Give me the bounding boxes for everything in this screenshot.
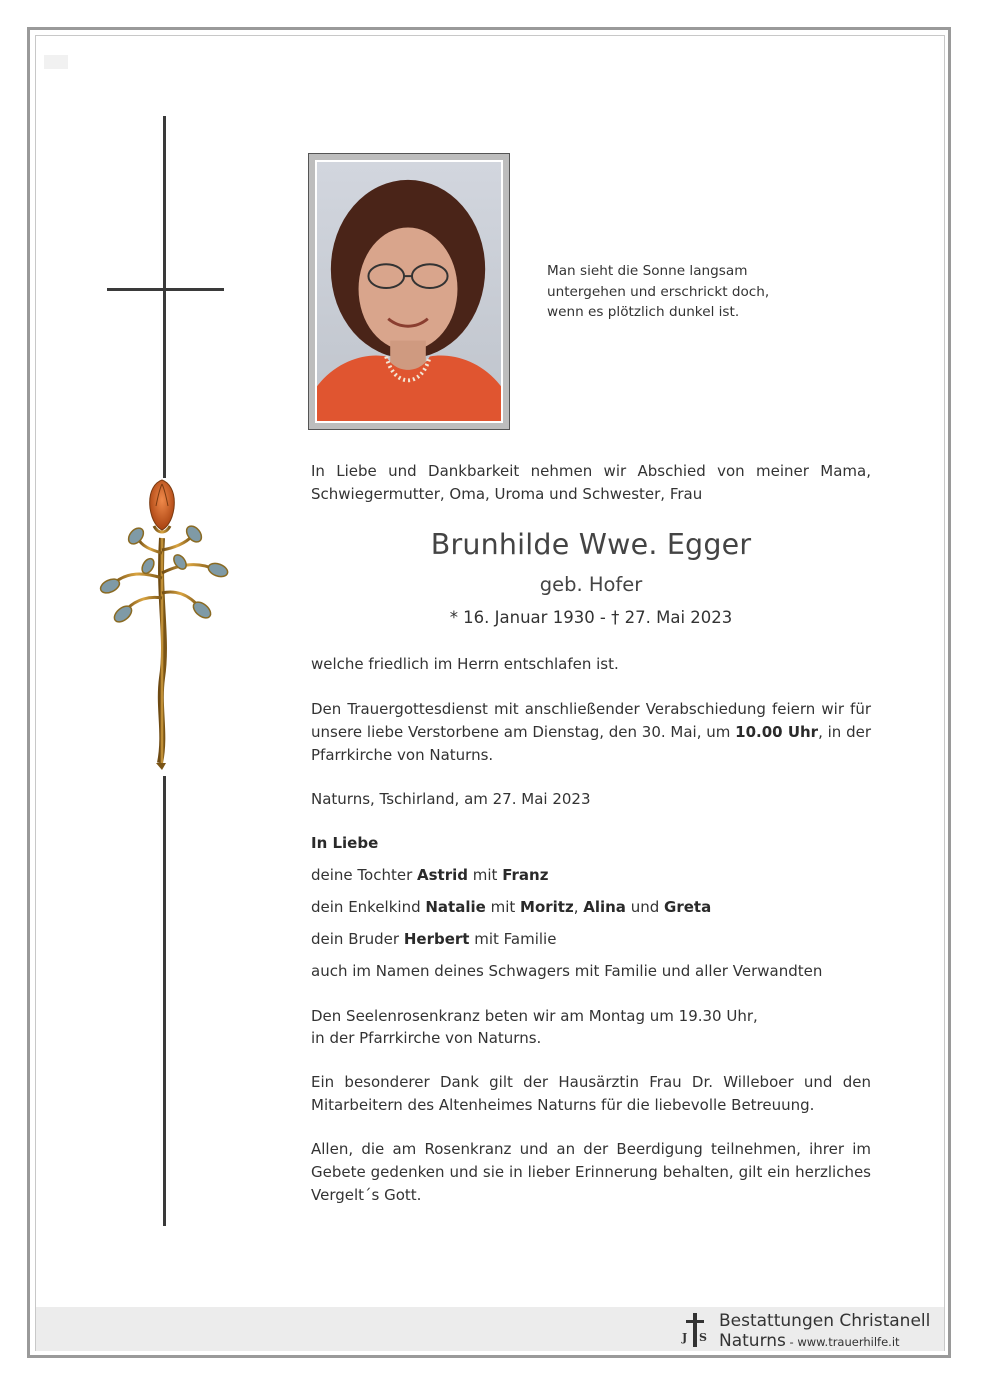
mourner-text: mit Familie [469,930,557,948]
mourner-line: auch im Namen deines Schwagers mit Familie und aller Verwandten [311,962,823,980]
quote-line: wenn es plötzlich dunkel ist. [547,304,740,320]
footer-separator: - [785,1335,798,1349]
mourner-name: Alina [583,898,626,916]
footer-city: Naturns [719,1331,786,1351]
mourner-text: und [625,898,665,916]
mourner-line [311,864,871,886]
rose-cross-icon [96,478,234,776]
mourner-text: mit [485,898,521,916]
rosary-line: in der Pfarrkirche von Naturns. [311,1029,542,1047]
quote-line: untergehen und erschrickt doch, [547,283,770,300]
mourner-name: Astrid [417,866,468,884]
mourner-line [311,928,871,950]
mourners-heading [311,832,871,854]
mourner-line [311,896,871,918]
svg-text:J: J [682,1331,688,1344]
service-text-after: , in der Pfarrkirche von Naturns. [311,723,871,764]
service-text [311,698,871,767]
footer-website: www.trauerhilfe.it [797,1335,900,1349]
closing-text: Allen, die am Rosenkranz und an der Beerdigung teilnehmen, ihrer im Gebete gedenken und sie in lieber Erinnerung behalten, gilt ein herzliches Vergelt´s Gott. [311,1140,871,1204]
mourner-name: Franz [502,866,549,884]
portrait-photo [308,153,510,430]
mourner-text: deine Tochter [311,866,418,884]
quote-line: Man sieht die Sonne langsam [547,263,748,279]
corner-mark [44,55,68,69]
footer-address [719,1331,900,1352]
mourner-text: mit [468,866,503,884]
mourner-name: Moritz [520,898,574,916]
svg-text:S: S [699,1331,707,1344]
mourner-text: dein Bruder [311,930,404,948]
mourner-name: Greta [664,898,712,916]
maiden-name: geb. Hofer [539,573,643,596]
intro-text: In Liebe und Dankbarkeit nehmen wir Abschied von meiner Mama, Schwiegermutter, Oma, Uroma und Schwester, Frau [311,462,871,503]
service-text-before: Den Trauergottesdienst mit anschließender Verabschiedung feiern wir für unsere liebe Verstorbene am Dienstag, den 30. Mai, um [311,700,871,741]
cross-horizontal-line [107,288,224,291]
mourner-name: Herbert [403,930,470,948]
funeral-home-logo-icon [680,1311,710,1349]
passed-text: welche friedlich im Herrn entschlafen ist. [311,655,619,673]
service-time: 10.00 Uhr [735,723,819,741]
place-date: Naturns, Tschirland, am 27. Mai 2023 [311,790,591,808]
thanks-text: Ein besonderer Dank gilt der Hausärztin Frau Dr. Willeboer und den Mitarbeitern des Altenheimes Naturns für die liebevolle Betreuung. [311,1073,871,1114]
mourner-text: , [573,898,584,916]
mourner-name: Natalie [425,898,486,916]
memorial-quote [547,261,807,323]
deceased-name: Brunhilde Wwe. Egger [430,528,752,561]
mourner-text: dein Enkelkind [311,898,426,916]
life-dates: * 16. Januar 1930 - † 27. Mai 2023 [449,608,733,627]
mourners-heading-text: In Liebe [311,834,379,852]
footer-company-name: Bestattungen Christanell [719,1311,931,1331]
rosary-line: Den Seelenrosenkranz beten wir am Montag um 19.30 Uhr, [311,1007,758,1025]
